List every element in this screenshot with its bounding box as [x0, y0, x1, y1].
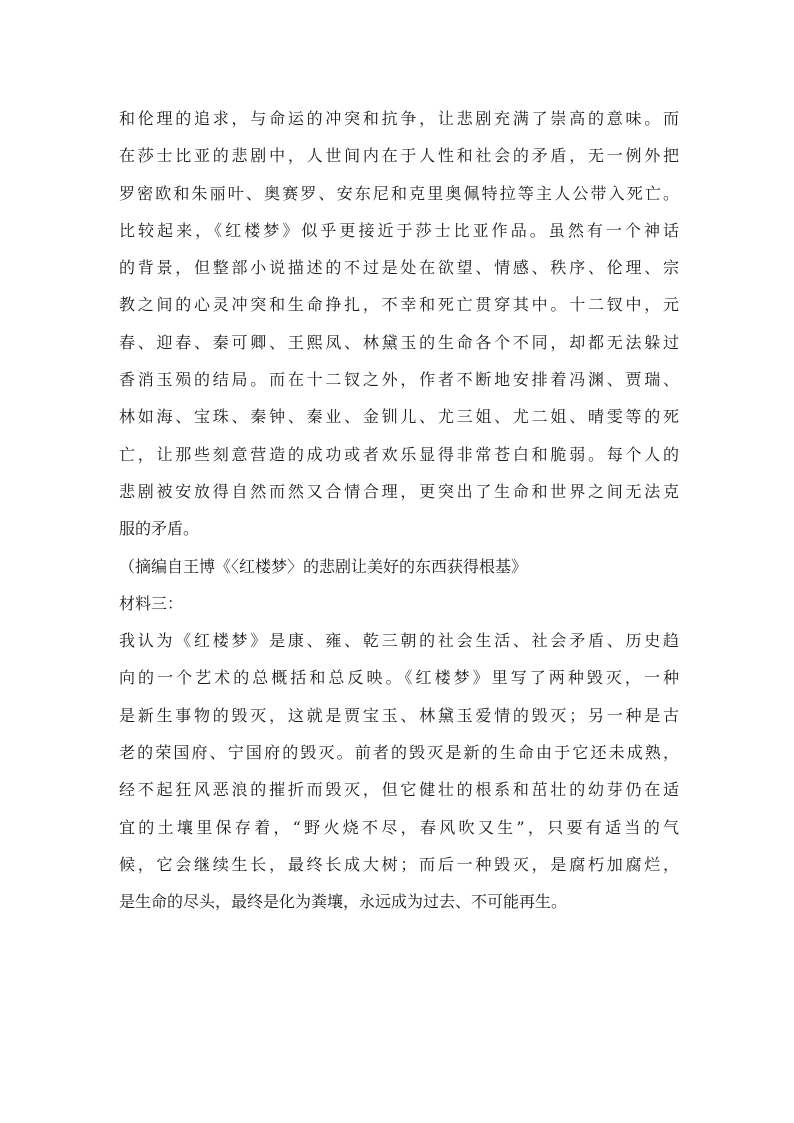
- text-line: 经不起狂风恶浪的摧折而毁灭，但它健壮的根系和茁壮的幼芽仍在适: [119, 780, 679, 800]
- text-line: 教之间的心灵冲突和生命挣扎，不幸和死亡贯穿其中。十二钗中，元: [119, 295, 679, 315]
- text-line: 服的矛盾。: [119, 519, 200, 539]
- text-line: 香消玉殒的结局。而在十二钗之外，作者不断地安排着冯渊、贾瑞、: [119, 370, 679, 390]
- text-line: 是生命的尽头，最终是化为粪壤，永远成为过去、不可能再生。: [119, 892, 568, 912]
- text-line: 悲剧被安放得自然而然又合情合理，更突出了生命和世界之间无法克: [119, 481, 679, 501]
- text-line: 是新生事物的毁灭，这就是贾宝玉、林黛玉爱情的毁灭；另一种是古: [119, 705, 679, 725]
- text-line: 候，它会继续生长，最终长成大树；而后一种毁灭，是腐朽加腐烂，: [119, 854, 679, 874]
- text-line: 罗密欧和朱丽叶、奥赛罗、安东尼和克里奥佩特拉等主人公带入死亡。: [119, 183, 679, 203]
- text-line: 老的荣国府、宁国府的毁灭。前者的毁灭是新的生命由于它还未成熟，: [119, 743, 679, 763]
- text-line: 林如海、宝珠、秦钟、秦业、金钏儿、尤三姐、尤二姐、晴雯等的死: [119, 407, 679, 427]
- text-line: 宜的土壤里保存着，“野火烧不尽，春风吹又生”，只要有适当的气: [119, 817, 679, 837]
- text-line: 的背景，但整部小说描述的不过是处在欲望、情感、秩序、伦理、宗: [119, 258, 679, 278]
- text-line: 比较起来，《红楼梦》似乎更接近于莎士比亚作品。虽然有一个神话: [119, 220, 679, 240]
- text-line: 我认为《红楼梦》是康、雍、乾三朝的社会生活、社会矛盾、历史趋: [119, 631, 679, 651]
- source-citation: （摘编自王博《〈红楼梦〉的悲剧让美好的东西获得根基》: [119, 556, 528, 576]
- text-line: 和伦理的追求，与命运的冲突和抗争，让悲剧充满了崇高的意味。而: [119, 109, 679, 128]
- section-heading: 材料三：: [119, 593, 184, 613]
- text-line: 春、迎春、秦可卿、王熙凤、林黛玉的生命各个不同，却都无法躲过: [119, 332, 679, 352]
- text-line: 向的一个艺术的总概括和总反映。《红楼梦》里写了两种毁灭，一种: [119, 668, 679, 688]
- text-line: 亡，让那些刻意营造的成功或者欢乐显得非常苍白和脆弱。每个人的: [119, 444, 679, 464]
- body-text: [119, 100, 679, 921]
- text-line: 在莎士比亚的悲剧中，人世间内在于人性和社会的矛盾，无一例外把: [119, 146, 679, 166]
